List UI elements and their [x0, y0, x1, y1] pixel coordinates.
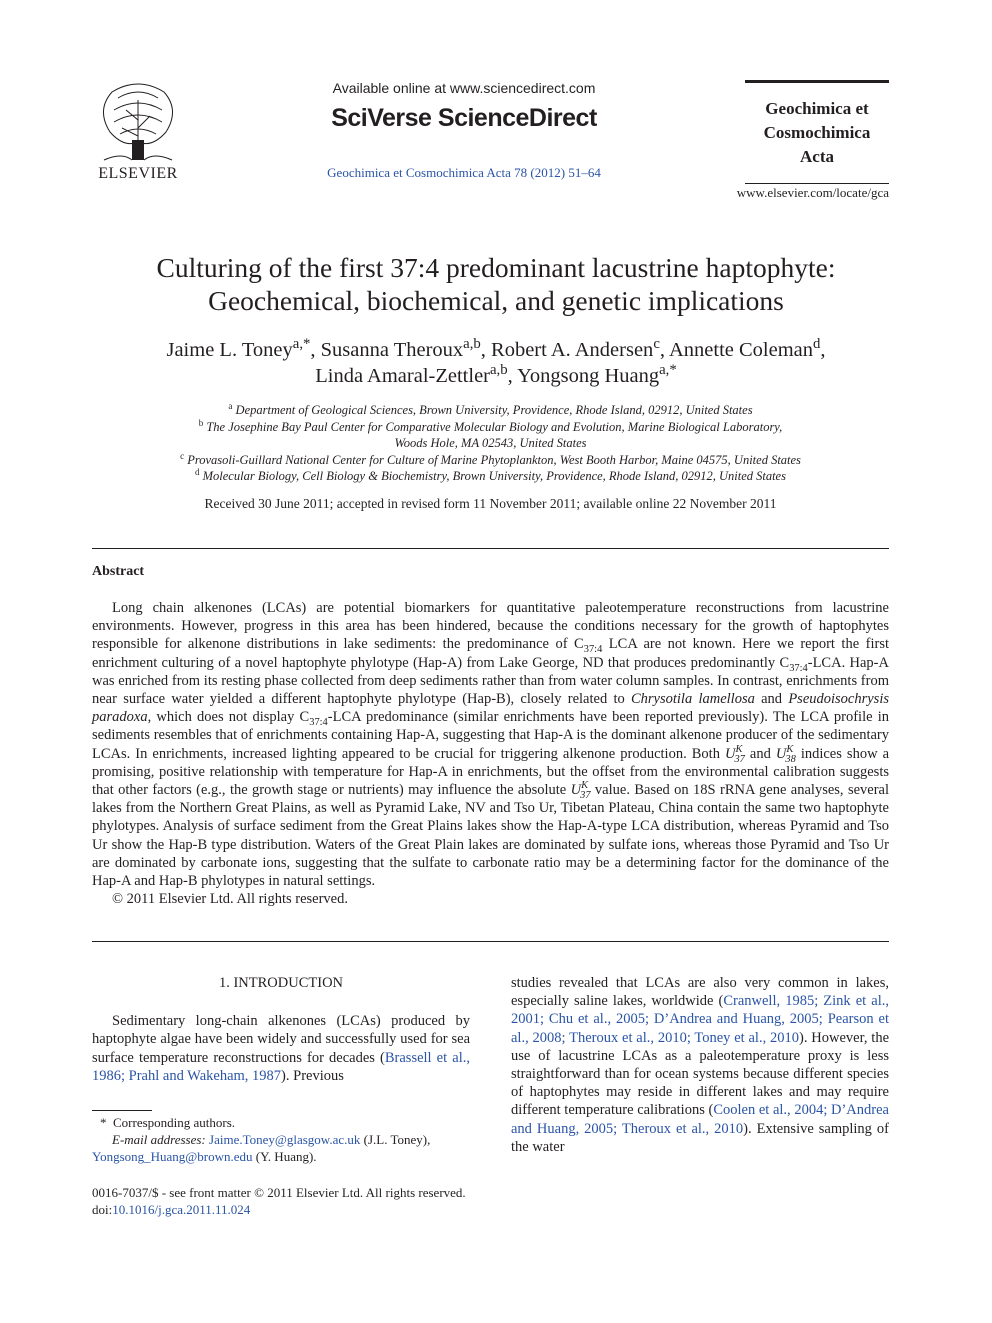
footnote: * Corresponding authors. E-mail addresses: Jaime.Toney@glasgow.ac.uk (J.L. Toney), Yongsong_Huang@brown.edu (Y. Huang).	[92, 1115, 431, 1164]
affil-mark: b	[198, 417, 204, 428]
author-affil-mark: d	[813, 336, 821, 353]
citation-link[interactable]: Brassell et al., 1986; Prahl and Wakeham, 1987	[92, 1049, 470, 1084]
divider	[92, 548, 889, 549]
author-name[interactable]: Jaime L. Toney	[166, 339, 293, 361]
separator: ,	[480, 339, 492, 361]
author-affil-mark: a,*	[659, 362, 677, 379]
author-name[interactable]: Susanna Theroux	[320, 339, 464, 361]
author-list	[60, 337, 932, 389]
separator: ,	[659, 339, 669, 361]
author-name[interactable]: Annette Coleman	[668, 339, 814, 361]
author-affil-mark: a,*	[292, 336, 311, 353]
author-affil-mark: a,b	[463, 336, 481, 353]
platform-logo: SciVerse ScienceDirect	[331, 104, 597, 132]
author-name[interactable]: Robert A. Andersen	[491, 339, 654, 361]
journal-title-line: Cosmochimica	[763, 123, 871, 142]
copyright: © 2011 Elsevier Ltd. All rights reserved.	[112, 891, 348, 908]
abstract-body	[92, 599, 889, 908]
affil-mark: d	[195, 466, 200, 477]
issn-info: 0016-7037/$ - see front matter © 2011 Elsevier Ltd. All rights reserved. doi:10.1016/j.gca.2011.11.024	[92, 1184, 512, 1218]
title-line: Geochemical, biochemical, and genetic implications	[208, 285, 784, 316]
affiliation-cont: Woods Hole, MA 02543, United States	[394, 436, 587, 450]
affil-text: Department of Geological Sciences, Brown University, Providence, Rhode Island, 02912, United States	[235, 403, 753, 417]
affil-mark: c	[180, 450, 185, 461]
front-matter: 0016-7037/$ - see front matter © 2011 Elsevier Ltd. All rights reserved.	[92, 1185, 466, 1200]
affil-mark: a	[228, 400, 233, 411]
body-left-column	[92, 974, 470, 1085]
journal-citation-link[interactable]: Geochimica et Cosmochimica Acta 78 (2012) 51–64	[327, 165, 601, 180]
article-title	[60, 251, 932, 317]
citation-link[interactable]: Coolen et al., 2004; D’Andrea and Huang, 2005; Theroux et al., 2010	[511, 1102, 889, 1137]
separator: ,	[820, 339, 826, 361]
divider	[92, 941, 889, 942]
author-name[interactable]: Linda Amaral-Zettler	[315, 365, 490, 387]
affiliation	[92, 468, 889, 485]
footnote-divider	[92, 1110, 152, 1111]
publisher-wordmark: ELSEVIER	[98, 165, 178, 182]
citation-link[interactable]: Cranwell, 1985; Zink et al., 2001; Chu et al., 2005; D’Andrea and Huang, 2005; Pearson et al., 2008; Theroux et al., 2010; Toney et al., 2010	[511, 993, 889, 1046]
affil-text: Provasoli-Guillard National Center for Culture of Marine Phytoplankton, West Booth Harbor, Maine 04575, United States	[187, 452, 801, 467]
journal-title-line: Acta	[800, 147, 834, 166]
body-right-column	[511, 974, 889, 1156]
title-line: Culturing of the first 37:4 predominant lacustrine haptophyte:	[156, 252, 836, 283]
doi-link[interactable]: 10.1016/j.gca.2011.11.024	[112, 1202, 251, 1217]
journal-title-box	[745, 80, 889, 184]
author-affil-mark: c	[653, 336, 660, 353]
affiliation	[92, 419, 889, 436]
author-affil-mark: a,b	[490, 362, 508, 379]
email-link[interactable]: Yongsong_Huang@brown.edu	[92, 1149, 253, 1164]
abstract-heading: Abstract	[92, 564, 145, 579]
author-name[interactable]: Yongsong Huang	[517, 365, 660, 387]
separator: ,	[310, 339, 321, 361]
affiliation	[92, 402, 889, 419]
journal-url[interactable]: www.elsevier.com/locate/gca	[736, 185, 889, 200]
affil-text: The Josephine Bay Paul Center for Comparative Molecular Biology and Evolution, Marine Biological Laboratory,	[206, 419, 783, 434]
available-online-text: Available online at www.sciencedirect.com	[332, 80, 596, 96]
email-link[interactable]: Jaime.Toney@glasgow.ac.uk	[209, 1132, 361, 1147]
journal-title-line: Geochimica et	[765, 99, 869, 118]
affiliations	[92, 402, 889, 485]
separator: ,	[507, 365, 518, 387]
affil-text: Molecular Biology, Cell Biology & Biochemistry, Brown University, Providence, Rhode Island, 02912, United States	[202, 469, 786, 483]
affiliation	[92, 452, 889, 469]
section-heading: 1. INTRODUCTION	[218, 975, 344, 991]
abstract-paragraph: Long chain alkenones (LCAs) are potential biomarkers for quantitative paleotemperature reconstructions from lacustrine environments. However, progress in this area has been hindered, because the conditions necessary for the growth of haptophytes responsible for alkenone distributions in lake sediments: the predominance of $C_{37:4}$ LCA are not known. Here we report the first enrichment culturing of a novel haptophyte phylotype (Hap-A) from Lake George, ND that produces predominantly $C_{37:4}$-LCA. Hap-A was enriched from its resting phase collected from deep sediments rather than from water column samples. In contrast, enrichments from near surface water yielded a different haptophyte phylotype (Hap-B), closely related to Chrysotila lamellosa and Pseudoisochrysis paradoxa, which does not display $C_{37:4}$-LCA predominance (similar enrichments have been reported previously). The LCA profile in sediments resembles that of enrichments containing Hap-A, suggesting that Hap-A is the dominant alkenone producer of the sedimentary LCAs. In enrichments, increased lighting appeared to be crucial for triggering alkenone production. Both $U^K_{37}$ and $U^K_{38}$ indices show a promising, positive relationship with temperature for Hap-A in enrichments, but the offset from the environmental calibration suggests that other factors (e.g., the growth stage or nutrients) may influence the absolute $U^K_{37}$ value. Based on 18S rRNA gene analyses, several lakes from the Northern Great Plains, as well as Pyramid Lake, NV and Tso Ur, Tibetan Plateau, China contain the same two haptophyte phylotypes. Analysis of surface sediment from the Great Plains lakes show the Hap-A-type LCA distribution, whereas Pyramid and Tso Ur show the Hap-B type distribution. Waters of the Great Plain lakes are dominated by sulfate ions, whereas those Pyramid and Tso Ur are dominated by carbonate ions, suggesting that the sulfate to carbonate ratio may be a determining factor for the dominance of the Hap-A and Hap-B phylotypes in natural settings.	[92, 600, 890, 890]
body-paragraph: studies revealed that LCAs are also very common in lakes, especially saline lakes, worldwide (Cranwell, 1985; Zink et al., 2001; Chu et al., 2005; D’Andrea and Huang, 2005; Pearson et al., 2008; Theroux et al., 2010; Toney et al., 2010). However, the use of lacustrine LCAs as a paleotemperature proxy is less straightforward than for ocean systems because different species of haptophytes may reside in different lakes and may require different temperature calibrations (Coolen et al., 2004; D’Andrea and Huang, 2005; Theroux et al., 2010). Extensive sampling of the water	[511, 975, 890, 1155]
body-paragraph: Sedimentary long-chain alkenones (LCAs) produced by haptophyte algae have been widely and successfully used for sea surface temperature reconstructions for decades (Brassell et al., 1986; Prahl and Wakeham, 1987). Previous	[92, 1013, 470, 1084]
article-dates: Received 30 June 2011; accepted in revised form 11 November 2011; available online 22 November 2011	[204, 496, 777, 511]
